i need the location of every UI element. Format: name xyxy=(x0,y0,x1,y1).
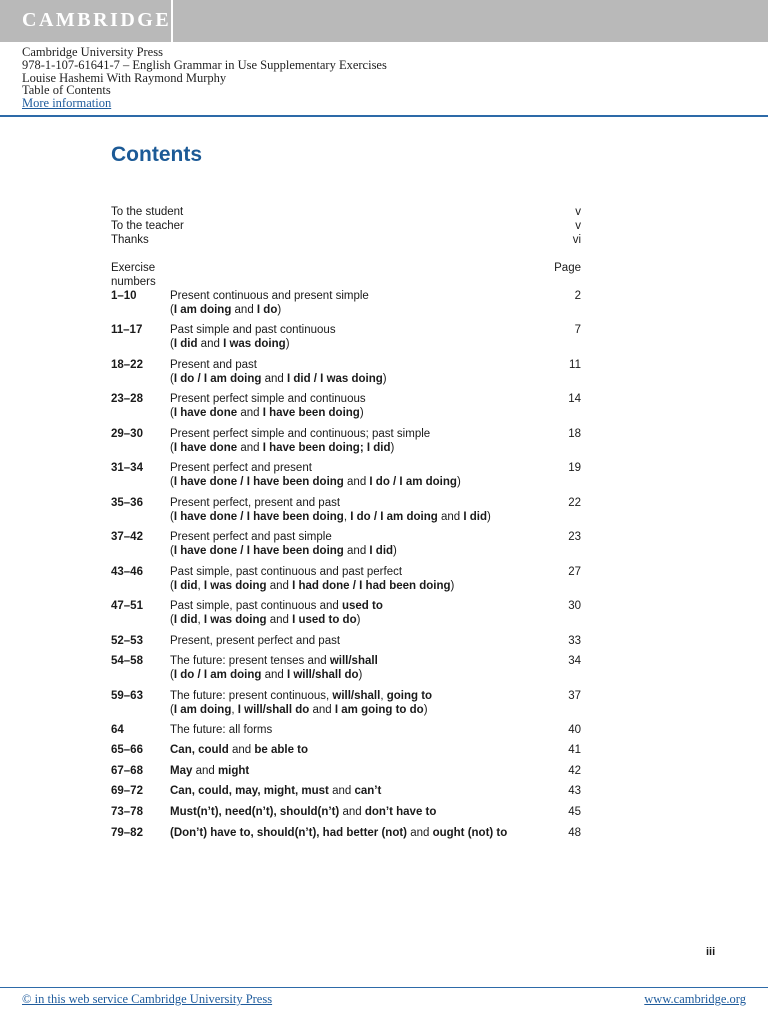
entry-description xyxy=(170,806,560,820)
description-text: The future: all forms xyxy=(170,724,273,736)
exercise-numbers: 11–17 xyxy=(111,324,143,336)
description-line xyxy=(170,635,560,649)
grammar-form: going to xyxy=(386,690,433,702)
grammar-form: Can, could, may, might, must xyxy=(170,785,329,797)
exercise-numbers: 18–22 xyxy=(111,359,143,371)
description-text: , xyxy=(231,703,238,716)
entry-description xyxy=(170,827,560,841)
exercise-numbers: 31–34 xyxy=(111,462,143,474)
description-text: Past simple, past continuous and xyxy=(170,600,342,612)
grammar-form: I will/shall do xyxy=(286,668,359,681)
description-text: and xyxy=(343,544,370,557)
entry-page: 14 xyxy=(568,393,581,405)
description-text: and xyxy=(407,827,433,839)
description-text: and xyxy=(261,372,287,385)
description-text: ) xyxy=(358,668,363,681)
description-text: and xyxy=(231,303,257,316)
front-matter-item xyxy=(111,220,581,234)
description-text: Present perfect simple and continuous xyxy=(170,393,366,405)
front-matter-page: v xyxy=(575,206,581,218)
entry-description xyxy=(170,765,560,779)
entry-page: 43 xyxy=(568,785,581,797)
description-line xyxy=(170,545,560,559)
grammar-form: I will/shall do xyxy=(237,703,310,716)
description-line xyxy=(170,690,560,704)
description-line xyxy=(170,497,560,511)
exercise-numbers: 69–72 xyxy=(111,785,143,797)
exercise-numbers: 54–58 xyxy=(111,655,143,667)
description-text: ( xyxy=(170,579,174,592)
description-text: , xyxy=(197,579,204,592)
entry-description xyxy=(170,497,560,525)
meta-isbn-title: 978-1-107-61641-7 – English Grammar in Use Supplementary Exercises xyxy=(22,57,387,72)
description-line xyxy=(170,304,560,318)
page-title: Contents xyxy=(111,143,202,166)
entry-page: 40 xyxy=(568,724,581,736)
grammar-form: I do / I am doing xyxy=(350,510,438,523)
page-header: Page xyxy=(554,262,581,274)
description-line xyxy=(170,407,560,421)
grammar-form: ought (not) to xyxy=(432,827,508,839)
grammar-form: can’t xyxy=(354,785,382,797)
entry-page: 30 xyxy=(568,600,581,612)
publisher-banner xyxy=(0,0,768,42)
exercise-numbers-header xyxy=(111,262,171,290)
grammar-form: I do / I am doing xyxy=(173,668,262,681)
grammar-form: I have done xyxy=(173,406,238,419)
grammar-form: be able to xyxy=(254,744,309,756)
grammar-form: I am going to do xyxy=(334,703,424,716)
front-matter-label: Thanks xyxy=(111,233,149,246)
grammar-form: I was doing xyxy=(223,337,286,350)
entry-page: 41 xyxy=(568,744,581,756)
description-line xyxy=(170,393,560,407)
description-text: ) xyxy=(277,303,282,316)
description-text: ( xyxy=(170,613,174,626)
grammar-form: I did xyxy=(173,579,198,592)
entry-description xyxy=(170,566,560,594)
grammar-form: I was doing xyxy=(203,579,267,592)
exercise-numbers: 37–42 xyxy=(111,531,143,543)
entry-description xyxy=(170,785,560,799)
entry-description xyxy=(170,393,560,421)
description-line xyxy=(170,476,560,490)
entry-page: 11 xyxy=(569,359,581,371)
entry-page: 27 xyxy=(568,566,581,578)
description-line xyxy=(170,373,560,387)
description-line xyxy=(170,324,560,338)
description-text: ) xyxy=(423,703,428,716)
entry-page: 37 xyxy=(568,690,581,702)
entry-page: 7 xyxy=(574,324,581,336)
entry-description xyxy=(170,744,560,758)
banner-divider xyxy=(171,0,173,42)
description-text: Present and past xyxy=(170,359,257,371)
exercise-numbers: 43–46 xyxy=(111,566,143,578)
description-text: and xyxy=(437,510,464,523)
exercise-numbers: 1–10 xyxy=(111,290,137,302)
grammar-form: I do / I am doing xyxy=(369,475,457,488)
description-text: Present perfect and present xyxy=(170,462,312,474)
description-text: ( xyxy=(170,303,174,316)
entry-page: 19 xyxy=(568,462,581,474)
entry-description xyxy=(170,428,560,456)
exercise-numbers: 23–28 xyxy=(111,393,143,405)
meta-authors: Louise Hashemi With Raymond Murphy xyxy=(22,70,227,85)
description-line xyxy=(170,290,560,304)
exercise-numbers: 67–68 xyxy=(111,765,143,777)
entry-page: 42 xyxy=(568,765,581,777)
page-number: iii xyxy=(706,946,716,958)
grammar-form: I have done / I have been doing xyxy=(173,544,344,557)
exercise-numbers: 73–78 xyxy=(111,806,143,818)
cambridge-website-link[interactable]: www.cambridge.org xyxy=(644,992,746,1006)
description-text: ( xyxy=(170,475,174,488)
grammar-form: I have done xyxy=(173,441,238,454)
description-text: and xyxy=(261,668,287,681)
description-text: and xyxy=(192,765,218,777)
description-text: ( xyxy=(170,668,174,681)
description-line xyxy=(170,806,560,820)
description-line xyxy=(170,669,560,683)
entry-description xyxy=(170,290,560,318)
exercise-numbers: 29–30 xyxy=(111,428,143,440)
grammar-form: I used to do xyxy=(292,613,357,626)
description-line xyxy=(170,428,560,442)
grammar-form: I have done / I have been doing xyxy=(173,510,344,523)
description-text: Present perfect, present and past xyxy=(170,497,341,509)
description-text: and xyxy=(237,406,263,419)
document-metadata xyxy=(22,46,387,110)
entry-description xyxy=(170,462,560,490)
grammar-form: Must(n’t), need(n’t), should(n’t) xyxy=(170,806,340,818)
description-line xyxy=(170,704,560,718)
description-line xyxy=(170,785,560,799)
exercise-numbers: 47–51 xyxy=(111,600,143,612)
front-matter-label: To the teacher xyxy=(111,219,184,232)
description-line xyxy=(170,531,560,545)
description-text: and xyxy=(328,785,355,797)
entry-description xyxy=(170,690,560,718)
grammar-form: I do / I am doing xyxy=(173,372,262,385)
entry-description xyxy=(170,724,560,738)
description-text: ( xyxy=(170,337,174,350)
description-text: and xyxy=(228,744,255,756)
grammar-form: I did / I was doing xyxy=(286,372,383,385)
description-text: ) xyxy=(356,613,361,626)
description-line xyxy=(170,511,560,525)
meta-section: Table of Contents xyxy=(22,83,111,98)
description-line xyxy=(170,614,560,628)
grammar-form: (Don’t) have to, should(n’t), had better (not) xyxy=(170,827,407,839)
description-text: ( xyxy=(170,703,174,716)
description-text: Present perfect and past simple xyxy=(170,531,332,543)
grammar-form: I have been doing; I did xyxy=(262,441,391,454)
grammar-form: I do xyxy=(256,303,278,316)
entry-page: 2 xyxy=(574,290,581,302)
entry-description xyxy=(170,359,560,387)
exercise-numbers: 65–66 xyxy=(111,744,143,756)
grammar-form: don’t have to xyxy=(364,806,437,818)
description-text: ( xyxy=(170,510,174,523)
exercise-header-line1: Exercise xyxy=(111,262,156,274)
description-text: and xyxy=(339,806,365,818)
description-text: ( xyxy=(170,372,174,385)
description-text: ) xyxy=(486,510,491,523)
description-text: , xyxy=(343,510,351,523)
header-divider xyxy=(0,115,768,117)
description-text: ) xyxy=(450,579,455,592)
description-text: Present perfect simple and continuous; past simple xyxy=(170,428,431,440)
description-text: ( xyxy=(170,406,174,419)
grammar-form: I am doing xyxy=(173,303,232,316)
exercise-numbers: 52–53 xyxy=(111,635,143,647)
description-text: and xyxy=(237,441,263,454)
entry-page: 33 xyxy=(568,635,581,647)
entry-page: 45 xyxy=(568,806,581,818)
description-text: , xyxy=(380,690,387,702)
entry-page: 22 xyxy=(568,497,581,509)
description-line xyxy=(170,442,560,456)
exercise-numbers: 79–82 xyxy=(111,827,143,839)
grammar-form: May xyxy=(170,765,193,777)
grammar-form: used to xyxy=(341,600,383,612)
description-text: ) xyxy=(393,544,397,557)
description-line xyxy=(170,359,560,373)
description-line xyxy=(170,765,560,779)
description-line xyxy=(170,338,560,352)
description-text: ) xyxy=(359,406,364,419)
exercise-header-line2: numbers xyxy=(111,275,156,288)
grammar-form: Can, could xyxy=(170,744,229,756)
entry-description xyxy=(170,655,560,683)
description-text: Present continuous and present simple xyxy=(170,290,369,302)
description-text: and xyxy=(266,613,293,626)
description-text: The future: present continuous, xyxy=(170,690,333,702)
description-text: The future: present tenses and xyxy=(170,655,330,667)
description-text: ) xyxy=(390,441,395,454)
description-text: ( xyxy=(170,544,174,557)
exercise-numbers: 35–36 xyxy=(111,497,143,509)
description-text: ( xyxy=(170,441,174,454)
description-line xyxy=(170,580,560,594)
exercise-numbers: 64 xyxy=(111,724,124,736)
front-matter-page: vi xyxy=(572,233,581,246)
description-line xyxy=(170,724,560,738)
grammar-form: might xyxy=(217,765,250,777)
grammar-form: I have been doing xyxy=(262,406,360,419)
grammar-form: I had done / I had been doing xyxy=(292,579,451,592)
grammar-form: I did xyxy=(173,337,198,350)
grammar-form: I am doing xyxy=(173,703,232,716)
copyright-link[interactable]: © in this web service Cambridge University Press xyxy=(22,992,273,1006)
entry-page: 18 xyxy=(568,428,581,440)
entry-page: 23 xyxy=(568,531,581,543)
description-text: Past simple, past continuous and past perfect xyxy=(170,566,403,578)
description-text: and xyxy=(266,579,293,592)
description-text: Past simple and past continuous xyxy=(170,324,336,336)
exercise-numbers: 59–63 xyxy=(111,690,143,702)
description-text: ) xyxy=(285,337,290,350)
grammar-form: will/shall xyxy=(332,690,381,702)
grammar-form: I was doing xyxy=(203,613,267,626)
front-matter-page: v xyxy=(575,219,581,232)
grammar-form: will/shall xyxy=(329,655,378,667)
description-text: ) xyxy=(382,372,387,385)
description-line xyxy=(170,600,560,614)
description-line xyxy=(170,655,560,669)
description-text: and xyxy=(197,337,224,350)
grammar-form: I did xyxy=(463,510,487,523)
footer-divider xyxy=(0,987,768,988)
description-line xyxy=(170,744,560,758)
meta-publisher: Cambridge University Press xyxy=(22,45,163,59)
description-text: and xyxy=(343,475,370,488)
front-matter-item xyxy=(111,234,581,248)
description-line xyxy=(170,566,560,580)
more-information-link[interactable]: More information xyxy=(22,96,112,111)
grammar-form: I have done / I have been doing xyxy=(173,475,344,488)
entry-description xyxy=(170,324,560,352)
entry-page: 34 xyxy=(568,655,581,667)
description-text: and xyxy=(309,703,335,716)
front-matter-list xyxy=(111,206,581,247)
entry-description xyxy=(170,531,560,559)
grammar-form: I did xyxy=(173,613,198,626)
description-line xyxy=(170,462,560,476)
description-text: ) xyxy=(456,475,461,488)
entry-page: 48 xyxy=(568,827,581,839)
entry-description xyxy=(170,635,560,649)
entry-description xyxy=(170,600,560,628)
description-text: Present, present perfect and past xyxy=(170,635,341,647)
description-text: , xyxy=(197,613,204,626)
front-matter-label: To the student xyxy=(111,206,184,218)
description-line xyxy=(170,827,560,841)
grammar-form: I did xyxy=(369,544,394,557)
front-matter-item xyxy=(111,206,581,220)
cambridge-logo: CAMBRIDGE xyxy=(22,9,172,31)
